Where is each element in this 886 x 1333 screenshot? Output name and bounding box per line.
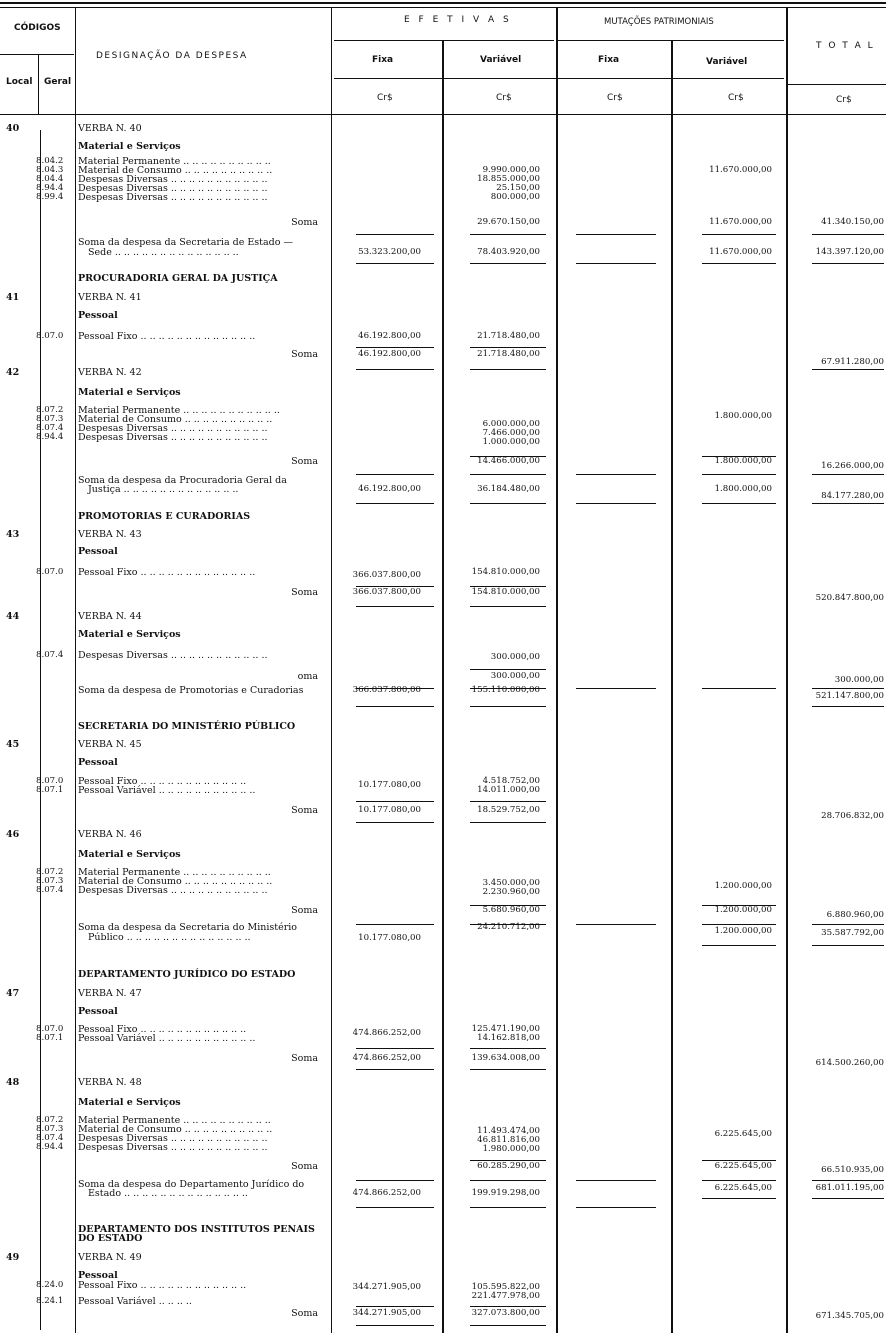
expense-description: Pessoal Variável .. .. .. .. .. .. .. .. .. .. .. [78,1033,256,1044]
general-code: 8.04.3 [36,165,64,175]
expense-description: VERBA N. 42 [78,367,142,378]
efetivas-variavel-value: 221.477.978,00 [471,1291,540,1301]
general-code: 8.07.3 [36,414,64,424]
sum-rule-ef [356,347,434,348]
designacao-heading: DESIGNAÇÃO DA DESPESA [96,51,248,61]
sum-rule-mv [702,503,776,504]
general-code: 8.07.4 [36,885,64,895]
col-rule-efetivas-mid [442,40,444,1333]
soma-label: Soma [291,587,318,598]
general-code: 8.07.4 [36,423,64,433]
currency-ev: Cr$ [496,93,512,103]
efetivas-fixa-value: 46.192.800,00 [358,484,421,494]
efetivas-heading: E F E T I V A S [404,15,512,25]
local-code: 42 [6,367,20,378]
section-heading: Pessoal [78,757,118,768]
sum-rule-mf [576,924,656,925]
efetivas-variavel-value: 155.110.000,00 [471,685,540,695]
section-heading: Material e Serviços [78,141,181,152]
local-code: 43 [6,529,20,540]
sum-rule-mf [576,263,656,264]
sum-rule-ev [470,801,546,802]
total-value: 521.147.800,00 [815,691,884,701]
subheading-underline [334,78,784,79]
sum-rule-ef [356,474,434,475]
expense-description: Soma da despesa da Procuradoria Geral da [78,475,287,486]
sum-rule-ef [356,369,434,370]
sum-rule-mv [702,474,776,475]
mutacoes-variavel-value: 11.670.000,00 [709,165,772,175]
sum-rule-total [812,1198,884,1199]
total-value: 300.000,00 [834,675,884,685]
section-heading: Material e Serviços [78,629,181,640]
sum-rule-total [812,474,884,475]
sum-rule-mv [702,1160,776,1161]
sum-rule-ev [470,822,546,823]
expense-description: Material de Consumo .. .. .. .. .. .. .. .. .. .. [78,1124,273,1135]
expense-description: VERBA N. 48 [78,1077,142,1088]
sum-rule-ev [470,606,546,607]
efetivas-variavel-value: 14.011.000,00 [477,785,540,795]
sum-rule-ev [470,1069,546,1070]
efetivas-variavel-value: 4.518.752,00 [482,776,540,786]
soma-label: Soma [291,905,318,916]
col-rule-geral [75,8,76,1333]
sum-rule-ef [356,924,434,925]
sum-rule-ev [470,1180,546,1181]
efetivas-variavel-value: 14.162.818,00 [477,1033,540,1043]
mutacoes-variavel-value: 1.200.000,00 [714,881,772,891]
efetivas-fixa-value: 366.037.800,00 [352,685,421,695]
efetivas-fixa-value: 53.323.200,00 [358,247,421,257]
sum-rule-total [812,263,884,264]
geral-heading: Geral [44,77,72,87]
expense-description: Despesas Diversas .. .. .. .. .. .. .. .. .. .. .. [78,1133,268,1144]
mutacoes-variavel-value: 6.225.645,00 [714,1161,772,1171]
expense-description: VERBA N. 45 [78,739,142,750]
expense-description-continued: Justiça .. .. .. .. .. .. .. .. .. .. .. .. .. [88,484,239,495]
efetivas-variavel-value: 18.529.752,00 [477,805,540,815]
expense-description: VERBA N. 41 [78,292,142,303]
general-code: 8.04.4 [36,174,64,184]
local-code: 41 [6,292,20,303]
general-code: 8.07.4 [36,650,64,660]
sum-rule-ef [356,706,434,707]
section-heading: DO ESTADO [78,1233,143,1244]
sum-rule-mf [576,688,656,689]
expense-description: Despesas Diversas .. .. .. .. .. .. .. .. .. .. .. [78,432,268,443]
efetivas-fixa-value: 46.192.800,00 [358,349,421,359]
sum-rule-mv [702,1198,776,1199]
expense-description: Soma da despesa de Promotorias e Curadorias [78,685,304,696]
expense-description: Pessoal Fixo .. .. .. .. .. .. .. .. .. .. .. .. .. [78,567,256,578]
local-code: 40 [6,123,20,134]
total-underline [788,84,886,85]
expense-description: Material Permanente .. .. .. .. .. .. .. .. .. .. [78,156,271,167]
general-code: 8.94.4 [36,1142,64,1152]
efetivas-variavel-heading: Variável [480,55,522,65]
expense-description: Despesas Diversas .. .. .. .. .. .. .. .. .. .. .. [78,183,268,194]
sum-rule-total [812,234,884,235]
mutacoes-fixa-heading: Fixa [598,55,620,65]
efetivas-fixa-value: 366.037.800,00 [352,587,421,597]
expense-description: Despesas Diversas .. .. .. .. .. .. .. .. .. .. .. [78,885,268,896]
efetivas-variavel-value: 11.493.474,00 [477,1126,540,1136]
total-value: 35.587.792,00 [821,928,884,938]
efetivas-fixa-value: 474.866.252,00 [352,1053,421,1063]
sum-rule-ef [356,1069,434,1070]
mutacoes-variavel-value: 6.225.645,00 [714,1183,772,1193]
total-value: 614.500.260,00 [815,1058,884,1068]
efetivas-variavel-value: 105.595.822,00 [471,1282,540,1292]
efetivas-variavel-value: 3.450.000,00 [482,878,540,888]
efetivas-variavel-value: 18.855.000,00 [477,174,540,184]
efetivas-fixa-value: 46.192.800,00 [358,331,421,341]
expense-description: Soma da despesa do Departamento Jurídico do [78,1179,305,1190]
sum-rule-total [812,1180,884,1181]
mutacoes-variavel-value: 11.670.000,00 [709,217,772,227]
local-code: 46 [6,829,20,840]
soma-label: Soma [291,1161,318,1172]
sum-rule-ef [356,503,434,504]
section-heading: DEPARTAMENTO JURÍDICO DO ESTADO [78,969,296,980]
expense-description: Despesas Diversas .. .. .. .. .. .. .. .. .. .. .. [78,423,268,434]
sum-rule-ef [356,1306,434,1307]
local-code: 47 [6,988,20,999]
mutacoes-variavel-value: 1.800.000,00 [714,484,772,494]
efetivas-variavel-value: 60.285.290,00 [477,1161,540,1171]
soma-label: Soma [291,1308,318,1319]
sum-rule-mf [576,1207,656,1208]
efetivas-variavel-value: 24.210.712,00 [477,922,540,932]
sum-rule-mv [702,263,776,264]
expense-description: Despesas Diversas .. .. .. .. .. .. .. .. .. .. .. [78,650,268,661]
codigos-underline [0,54,74,55]
efetivas-variavel-value: 154.810.000,00 [471,587,540,597]
sum-rule-ev [470,1207,546,1208]
expense-description: Soma da despesa da Secretaria do Ministério [78,922,298,933]
efetivas-fixa-value: 344.271.905,00 [352,1308,421,1318]
sum-rule-mf [576,234,656,235]
general-code: 8.07.2 [36,405,64,415]
efetivas-underline [334,40,554,41]
efetivas-variavel-value: 14.466.000,00 [477,456,540,466]
sum-rule-ev [470,1160,546,1161]
efetivas-variavel-value: 21.718.480,00 [477,349,540,359]
efetivas-fixa-value: 474.866.252,00 [352,1028,421,1038]
sum-rule-ev [470,503,546,504]
efetivas-variavel-value: 1.000.000,00 [482,437,540,447]
sum-rule-ev [470,586,546,587]
sum-rule-ef [356,688,434,689]
general-code: 8.07.0 [36,1024,64,1034]
expense-description: Material de Consumo .. .. .. .. .. .. .. .. .. .. [78,165,273,176]
sum-rule-ef [356,586,434,587]
section-heading: PROMOTORIAS E CURADORIAS [78,511,251,522]
section-heading: Pessoal [78,1006,118,1017]
codigos-heading: CÓDIGOS [14,23,61,33]
mutacoes-variavel-value: 1.800.000,00 [714,456,772,466]
sum-rule-ev [470,234,546,235]
efetivas-variavel-value: 29.670.150,00 [477,217,540,227]
col-rule-designacao [331,8,332,1333]
efetivas-fixa-value: 344.271.905,00 [352,1282,421,1292]
sum-rule-ef [356,1325,434,1326]
section-heading: Material e Serviços [78,387,181,398]
local-code: 45 [6,739,20,750]
sum-rule-mf [576,474,656,475]
total-value: 143.397.120,00 [815,247,884,257]
efetivas-variavel-value: 7.466.000,00 [482,428,540,438]
sum-rule-ev [470,1325,546,1326]
expense-description: VERBA N. 43 [78,529,142,540]
currency-ef: Cr$ [377,93,393,103]
efetivas-variavel-value: 6.000.000,00 [482,419,540,429]
soma-label: oma [297,671,318,682]
sum-rule-ef [356,234,434,235]
efetivas-variavel-value: 300.000,00 [490,671,540,681]
soma-label: Soma [291,349,318,360]
efetivas-fixa-value: 10.177.080,00 [358,780,421,790]
expense-description: Pessoal Variável .. .. .. .. .. .. .. .. .. .. .. [78,785,256,796]
section-heading: Material e Serviços [78,849,181,860]
expense-description: Material de Consumo .. .. .. .. .. .. .. .. .. .. [78,414,273,425]
total-value: 66.510.935,00 [821,1165,884,1175]
soma-label: Soma [291,217,318,228]
sum-rule-ef [356,801,434,802]
currency-mv: Cr$ [728,93,744,103]
total-value: 681.011.195,00 [815,1183,884,1193]
total-value: 6.880.960,00 [826,910,884,920]
expense-description: Pessoal Fixo .. .. .. .. .. .. .. .. .. .. .. .. .. [78,331,256,342]
efetivas-variavel-value: 800.000,00 [490,192,540,202]
efetivas-variavel-value: 21.718.480,00 [477,331,540,341]
sum-rule-mv [702,1180,776,1181]
sum-rule-mf [576,503,656,504]
efetivas-fixa-value: 10.177.080,00 [358,933,421,943]
general-code: 8.07.2 [36,1115,64,1125]
expense-description: Material Permanente .. .. .. .. .. .. .. .. .. .. [78,867,271,878]
general-code: 8.07.0 [36,567,64,577]
general-code: 8.07.2 [36,867,64,877]
section-heading: SECRETARIA DO MINISTÉRIO PÚBLICO [78,721,296,732]
efetivas-variavel-value: 25.150,00 [496,183,540,193]
mutacoes-variavel-value: 1.200.000,00 [714,926,772,936]
expense-description: VERBA N. 44 [78,611,142,622]
total-value: 16.266.000,00 [821,461,884,471]
general-code: 8.04.2 [36,156,64,166]
sum-rule-ev [470,1048,546,1049]
sum-rule-total [812,688,884,689]
sum-rule-total [812,924,884,925]
general-code: 8.94.4 [36,432,64,442]
total-heading: T O T A L [816,41,875,51]
sum-rule-ev [470,456,546,457]
section-heading: DEPARTAMENTO DOS INSTITUTOS PENAIS [78,1224,315,1235]
sum-rule-mf [576,1180,656,1181]
section-heading: Pessoal [78,310,118,321]
col-rule-mutacoes-mid [671,40,673,1333]
general-code: 8.24.1 [36,1296,64,1306]
sum-rule-total [812,706,884,707]
mutacoes-variavel-value: 6.225.645,00 [714,1129,772,1139]
general-code: 8.07.3 [36,1124,64,1134]
total-value: 671.345.705,00 [815,1311,884,1321]
general-code: 8.07.0 [36,331,64,341]
efetivas-variavel-value: 46.811.816,00 [477,1135,540,1145]
sum-rule-mv [702,945,776,946]
general-code: 8.94.4 [36,183,64,193]
mutacoes-heading: MUTAÇÕES PATRIMONIAIS [604,17,714,27]
efetivas-fixa-value: 474.866.252,00 [352,1188,421,1198]
expense-description: VERBA N. 40 [78,123,142,134]
expense-description: Soma da despesa da Secretaria de Estado — [78,237,293,248]
local-code: 44 [6,611,20,622]
expense-description: VERBA N. 47 [78,988,142,999]
mutacoes-variavel-value: 11.670.000,00 [709,247,772,257]
total-value: 84.177.280,00 [821,491,884,501]
section-heading: Material e Serviços [78,1097,181,1108]
sum-rule-ev [470,263,546,264]
expense-description: Pessoal Fixo .. .. .. .. .. .. .. .. .. .. .. .. [78,1280,247,1291]
expense-description: Despesas Diversas .. .. .. .. .. .. .. .. .. .. .. [78,1142,268,1153]
sum-rule-ev [470,706,546,707]
expense-description: Pessoal Variável .. .. .. .. [78,1296,192,1307]
general-code: 8.07.3 [36,876,64,886]
sum-rule-mv [702,456,776,457]
currency-mf: Cr$ [607,93,623,103]
efetivas-variavel-value: 2.230.960,00 [482,887,540,897]
expense-description: Despesas Diversas .. .. .. .. .. .. .. .. .. .. .. [78,174,268,185]
expense-description: Material de Consumo .. .. .. .. .. .. .. .. .. .. [78,876,273,887]
sum-rule-total [812,503,884,504]
general-code: 8.07.0 [36,776,64,786]
expense-description-continued: Público .. .. .. .. .. .. .. .. .. .. .. .. .. .. [88,932,251,943]
efetivas-variavel-value: 125.471.190,00 [471,1024,540,1034]
col-rule-efetivas-end [556,8,558,1333]
sum-rule-ev [470,669,546,670]
currency-total: Cr$ [836,95,852,105]
mutacoes-variavel-value: 1.200.000,00 [714,905,772,915]
sum-rule-mv [702,905,776,906]
soma-label: Soma [291,805,318,816]
expense-description: Despesas Diversas .. .. .. .. .. .. .. .. .. .. .. [78,192,268,203]
efetivas-variavel-value: 327.073.800,00 [471,1308,540,1318]
sum-rule-ef [356,263,434,264]
general-code: 8.99.4 [36,192,64,202]
efetivas-variavel-value: 300.000,00 [490,652,540,662]
efetivas-variavel-value: 139.634.008,00 [471,1053,540,1063]
general-code: 8.07.1 [36,1033,64,1043]
sum-rule-ev [470,924,546,925]
total-value: 28.706.832,00 [821,811,884,821]
sum-rule-ev [470,905,546,906]
soma-label: Soma [291,456,318,467]
expense-description: Material Permanente .. .. .. .. .. .. .. .. .. .. .. [78,405,280,416]
sum-rule-ev [470,347,546,348]
section-heading: Pessoal [78,546,118,557]
total-value: 520.847.800,00 [815,593,884,603]
sum-rule-ev [470,369,546,370]
section-heading: PROCURADORIA GERAL DA JUSTIÇA [78,273,278,284]
local-heading: Local [6,77,33,87]
expense-description: VERBA N. 49 [78,1252,142,1263]
efetivas-fixa-value: 366.037.800,00 [352,570,421,580]
sum-rule-ef [356,606,434,607]
sum-rule-mv [702,924,776,925]
general-code: 8.07.1 [36,785,64,795]
sum-rule-ef [356,1048,434,1049]
sum-rule-ev [470,474,546,475]
sum-rule-mv [702,234,776,235]
col-rule-local [38,54,39,114]
efetivas-variavel-value: 9.990.000,00 [482,165,540,175]
efetivas-variavel-value: 1.980.000,00 [482,1144,540,1154]
expense-description-continued: Estado .. .. .. .. .. .. .. .. .. .. .. .. .. .. [88,1188,248,1199]
mutacoes-variavel-heading: Variável [706,57,748,67]
efetivas-variavel-value: 199.919.298,00 [471,1188,540,1198]
col-rule-mutacoes-end [786,8,788,1333]
total-value: 41.340.150,00 [821,217,884,227]
expense-description: Pessoal Fixo .. .. .. .. .. .. .. .. .. .. .. .. [78,776,247,787]
top-rule [0,2,886,4]
sum-rule-ef [356,1180,434,1181]
sum-rule-total [812,369,884,370]
local-code: 49 [6,1252,20,1263]
efetivas-variavel-value: 5.680.960,00 [482,905,540,915]
efetivas-variavel-value: 78.403.920,00 [477,247,540,257]
sum-rule-total [812,945,884,946]
general-code: 8.24.0 [36,1280,64,1290]
expense-description-continued: Sede .. .. .. .. .. .. .. .. .. .. .. .. .. .. [88,247,239,258]
efetivas-variavel-value: 36.184.480,00 [477,484,540,494]
expense-description: VERBA N. 46 [78,829,142,840]
efetivas-fixa-value: 10.177.080,00 [358,805,421,815]
sum-rule-ev [470,688,546,689]
sum-rule-ef [356,822,434,823]
soma-label: Soma [291,1053,318,1064]
section-heading: Pessoal [78,1270,118,1281]
efetivas-variavel-value: 154.810.000,00 [471,567,540,577]
efetivas-fixa-heading: Fixa [372,55,394,65]
top-rule-inner [0,7,886,8]
expense-description: Pessoal Fixo .. .. .. .. .. .. .. .. .. .. .. .. [78,1024,247,1035]
expense-description: Material Permanente .. .. .. .. .. .. .. .. .. .. [78,1115,271,1126]
general-code: 8.07.4 [36,1133,64,1143]
sum-rule-mv [702,688,776,689]
local-code: 48 [6,1077,20,1088]
total-value: 67.911.280,00 [821,357,884,367]
sum-rule-ev [470,1306,546,1307]
sum-rule-ef [356,1207,434,1208]
mutacoes-variavel-value: 1.800.000,00 [714,411,772,421]
